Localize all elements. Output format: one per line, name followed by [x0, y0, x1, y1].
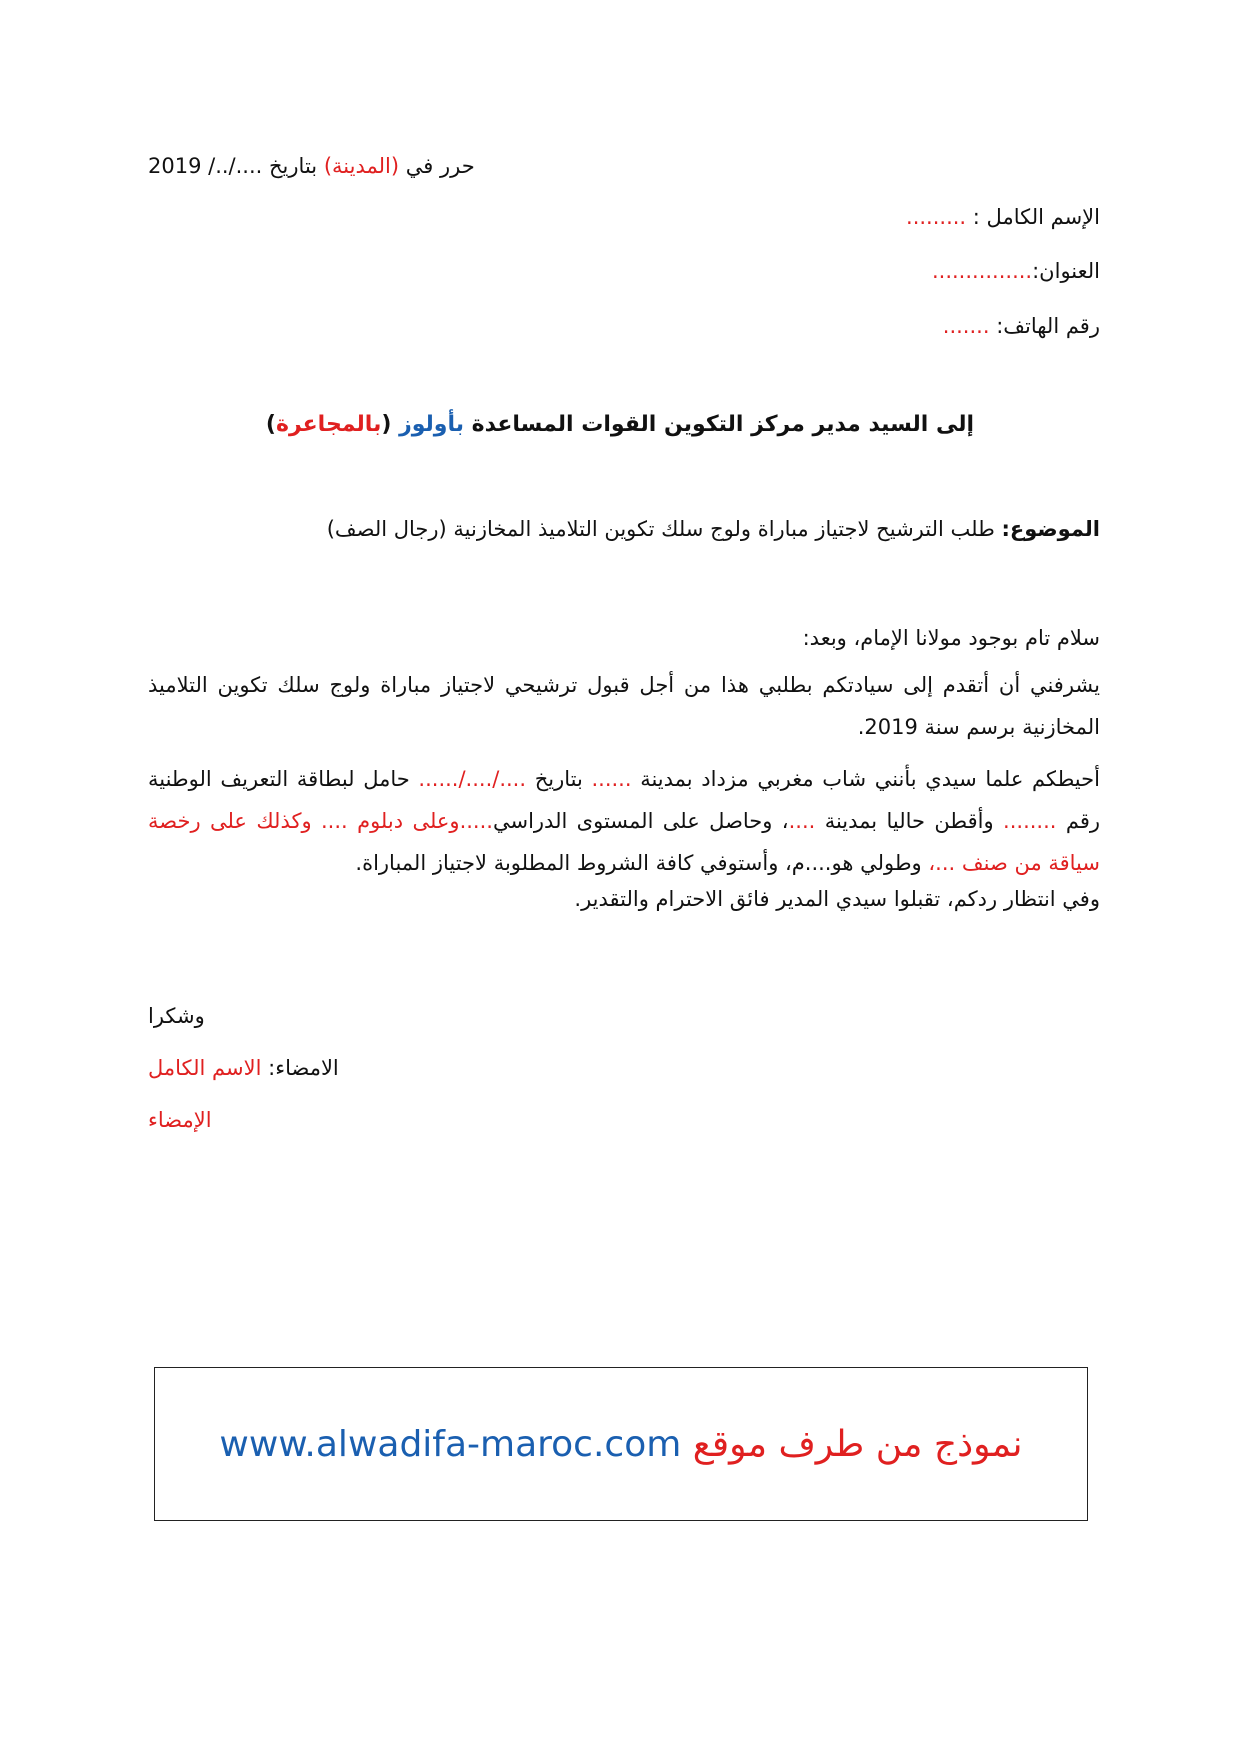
promo-url[interactable]: www.alwadifa-maroc.com — [219, 1423, 682, 1465]
signature-word: الإمضاء — [148, 1108, 212, 1132]
p2-part-g: وأقطن حاليا بمدينة — [824, 809, 994, 833]
phone-field — [943, 305, 1100, 347]
signature-full-name: الاسم الكامل — [148, 1056, 262, 1080]
addressee-place: بأولوز — [399, 412, 464, 437]
address-value: ............... — [931, 259, 1033, 283]
signature-line — [148, 1042, 528, 1094]
p2-part-a: أحيطكم علما سيدي بأنني شاب مغربي مزداد بمدينة — [640, 767, 1100, 791]
thanks-text: وشكرا — [148, 1004, 205, 1028]
phone-label: رقم الهاتف: — [996, 314, 1100, 338]
phone-value: ....... — [942, 314, 990, 338]
addressee — [0, 404, 1240, 446]
p2-part-e: حامل لبطاقة التعريف الوطنية رقم — [148, 767, 1100, 833]
date-prefix: حرر في — [405, 154, 475, 178]
city-placeholder: (المدينة) — [323, 154, 400, 178]
p2-diploma-license: .....وعلى دبلوم .... وكذلك على رخصة سياقة من صنف ...، — [148, 809, 1100, 875]
addressee-paren-open: ( — [381, 412, 392, 437]
full-name-label: الإسم الكامل : — [972, 205, 1100, 229]
p2-part-i: ، وحاصل على المستوى الدراسي — [492, 809, 789, 833]
paragraph-2 — [148, 758, 1100, 884]
p2-birth-date: ..../..../...... — [418, 767, 527, 791]
p2-birth-city: ...... — [591, 767, 632, 791]
full-name-value: ......... — [906, 205, 967, 229]
closing-paragraph: وفي انتظار ردكم، تقبلوا سيدي المدير فائق الاحترام والتقدير. — [574, 887, 1100, 911]
signature-block — [148, 990, 528, 1146]
addressee-paren-close: ) — [265, 412, 276, 437]
addressee-region: بالمجاعرة — [275, 412, 382, 437]
promo-box — [154, 1367, 1088, 1521]
full-name-field — [906, 196, 1100, 238]
promo-text: نموذج من طرف موقع — [692, 1423, 1023, 1465]
date-text: بتاريخ ..../../ 2019 — [148, 154, 318, 178]
p2-part-k: وطولي هو....م، وأستوفي كافة الشروط المطلوبة لاجتياز المباراة. — [355, 851, 922, 875]
p2-id-number: ........ — [1003, 809, 1057, 833]
date-line — [148, 145, 528, 187]
paragraph-1: يشرفني أن أتقدم إلى سيادتكم بطلبي هذا من أجل قبول ترشيحي لاجتياز مباراة ولوج سلك تكوين التلاميذ المخازنية برسم سنة 2019. — [148, 673, 1100, 739]
signature-label: الامضاء: — [268, 1056, 339, 1080]
addressee-text: إلى السيد مدير مركز التكوين القوات المساعدة — [471, 412, 975, 437]
subject-text: طلب الترشيح لاجتياز مباراة ولوج سلك تكوين التلاميذ المخازنية (رجال الصف) — [326, 517, 995, 541]
address-field — [932, 250, 1100, 292]
subject-line — [327, 508, 1100, 550]
p2-residence-city: .... — [788, 809, 816, 833]
address-label: العنوان: — [1032, 259, 1100, 283]
subject-label: الموضوع: — [1001, 517, 1100, 541]
greeting: سلام تام بوجود مولانا الإمام، وبعد: — [802, 626, 1100, 650]
p2-part-c: بتاريخ — [534, 767, 583, 791]
promo-content — [219, 1424, 1022, 1465]
